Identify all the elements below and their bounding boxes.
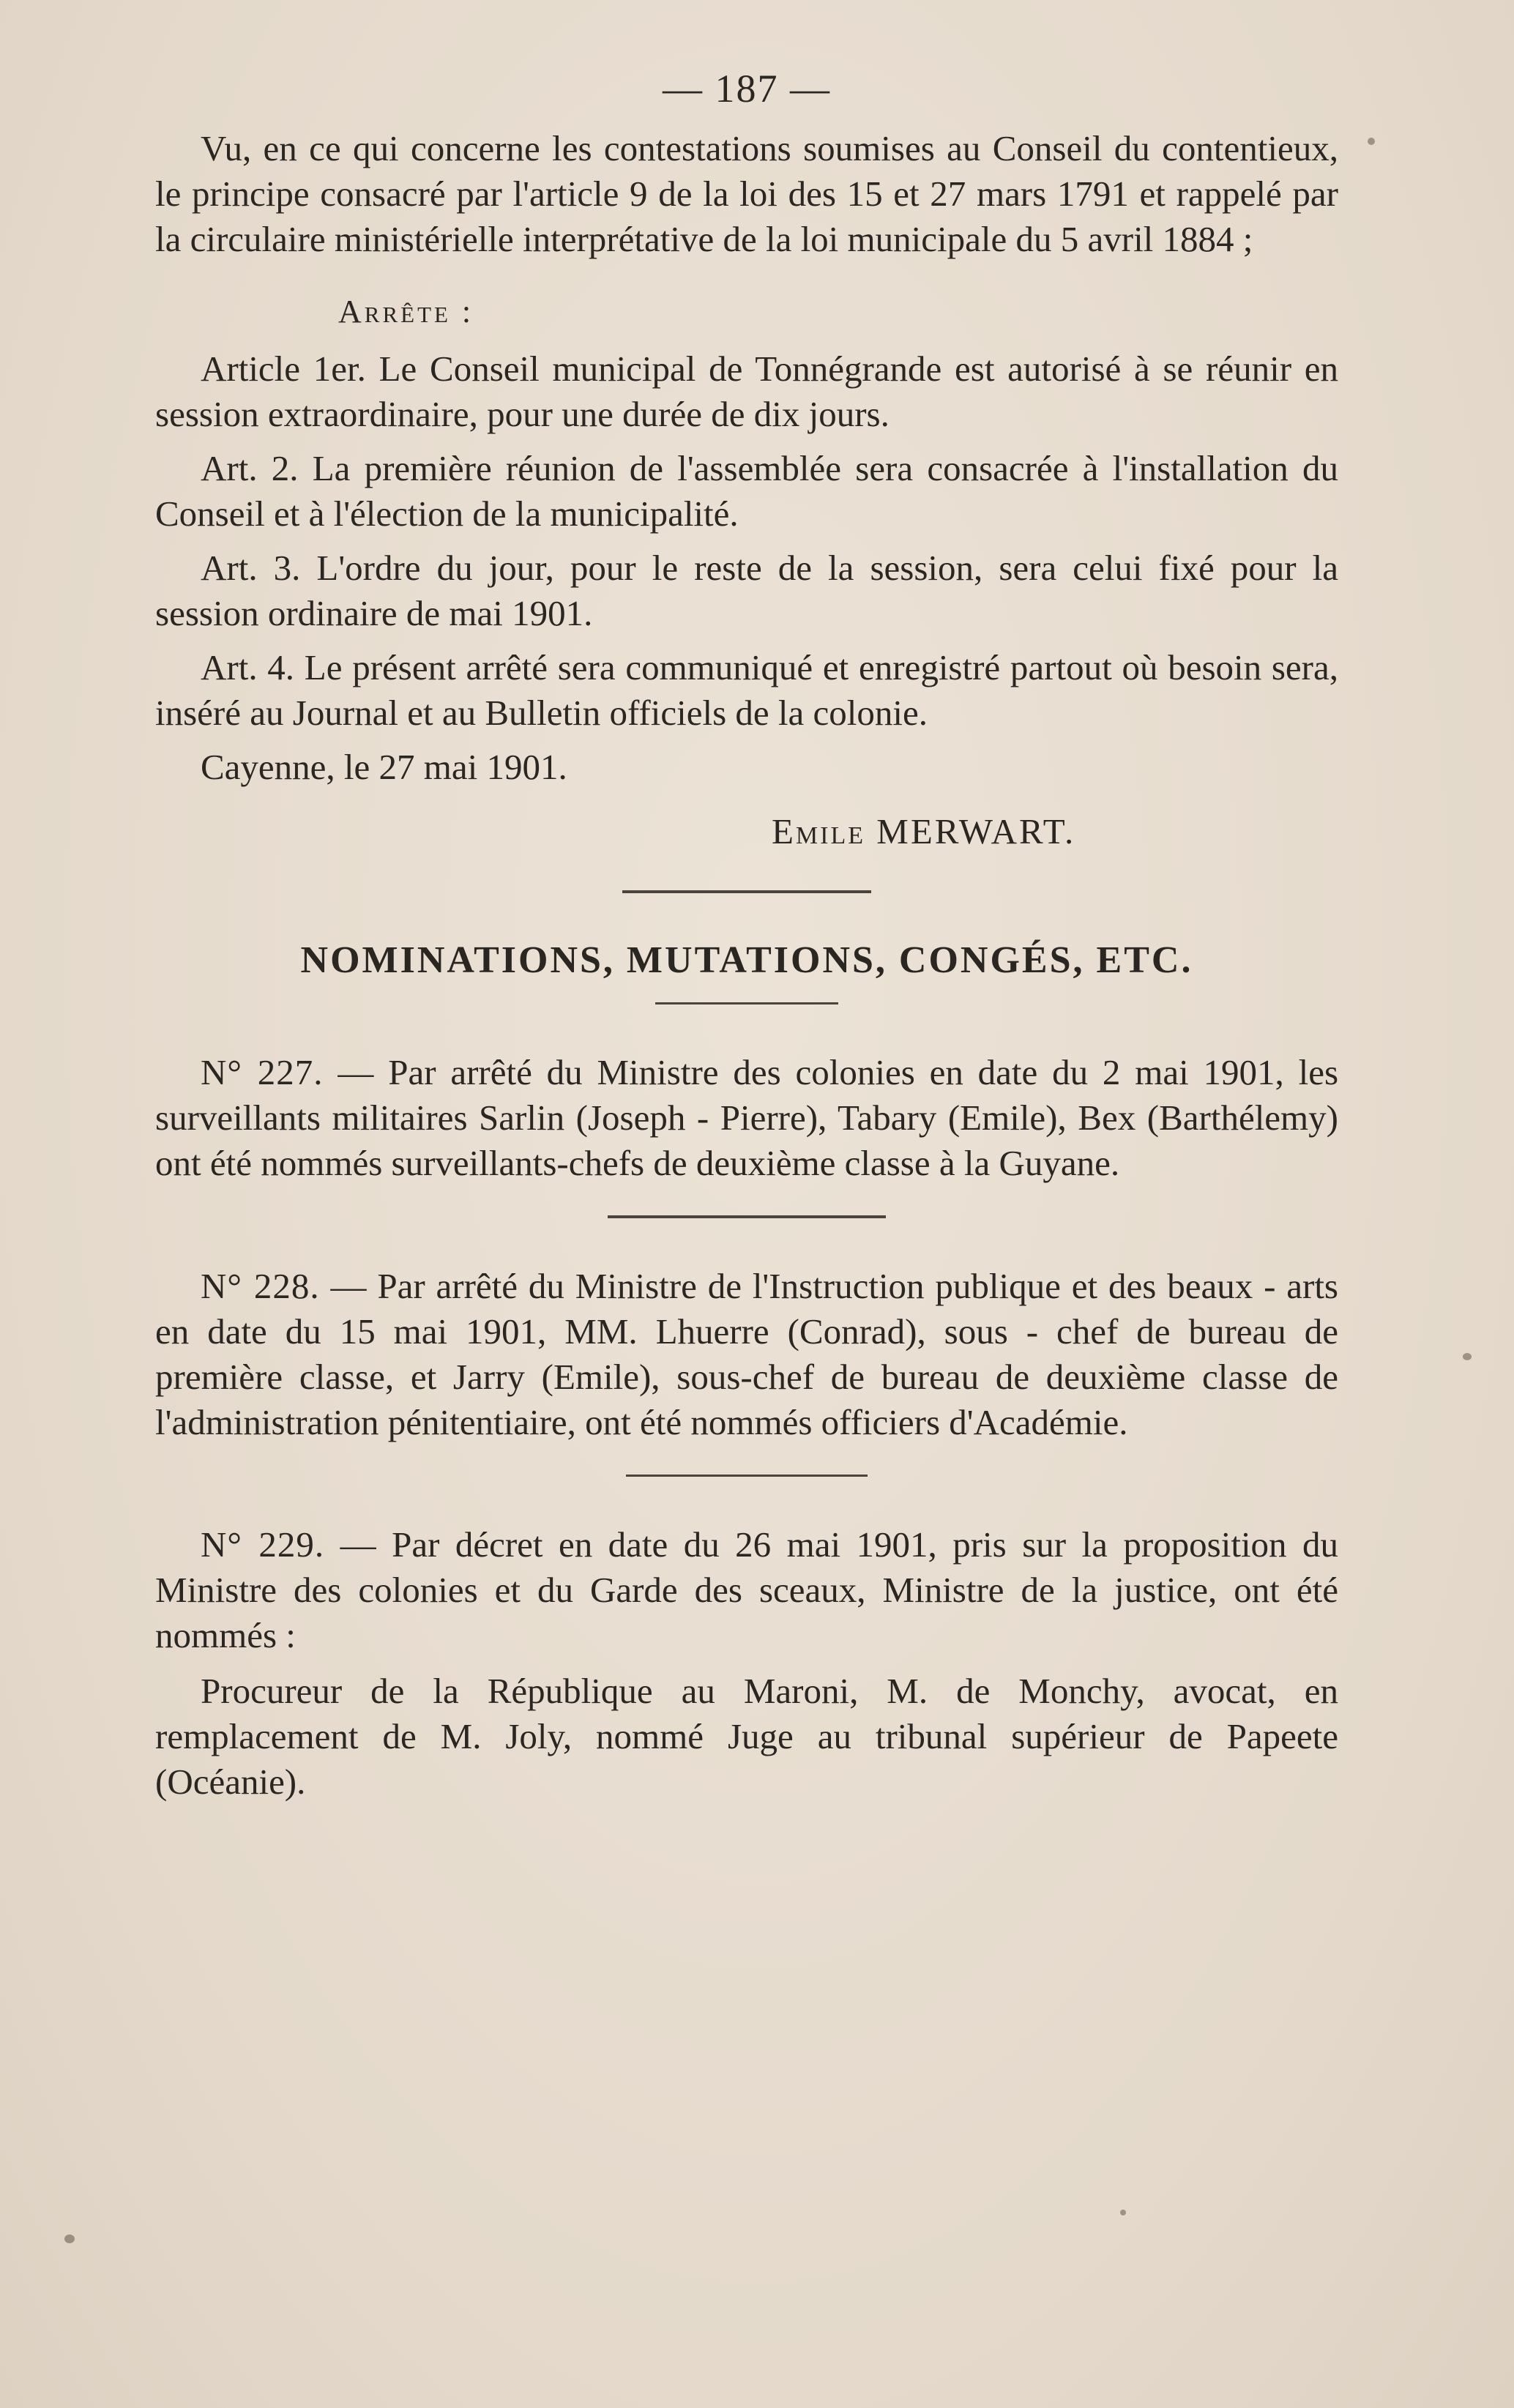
- notice-divider: [608, 1215, 886, 1218]
- notice-229-continuation: Procureur de la République au Maroni, M. de Monchy, avocat, en remplacement de M. Joly, nommé Juge au tribunal supérieur de Papeete (Océanie).: [155, 1671, 1338, 1802]
- heading-underline: [655, 1002, 838, 1004]
- notice-text: — Par arrêté du Ministre des colonies en date du 2 mai 1901, les surveillants militaires Sarlin (Joseph - Pierre), Tabary (Emile), Bex (Barthélemy) ont été nommés surveillants-chefs de deuxième classe à la Guyane.: [155, 1052, 1339, 1183]
- signature: Emile MERWART.: [772, 811, 1076, 851]
- notice-text: — Par décret en date du 26 mai 1901, pris sur la proposition du Ministre des colonies et du Garde des sceaux, Ministre de la justice, ont été nommés :: [155, 1524, 1339, 1655]
- notice-number: N° 228.: [201, 1266, 320, 1306]
- paper-speck: [64, 2234, 75, 2243]
- notice-text: — Par arrêté du Ministre de l'Instruction publique et des beaux - arts en date du 15 mai 1901, MM. Lhuerre (Conrad), sous - chef de bureau de première classe, et Jarry (Emile), sous-chef de bureau de deuxième classe de l'administration pénitentiaire, ont été nommés officiers d'Académie.: [155, 1266, 1339, 1442]
- paper-speck: [1120, 2210, 1126, 2215]
- notice-number: N° 229.: [201, 1524, 325, 1565]
- paper-speck: [1368, 138, 1375, 145]
- article-3: Art. 3. L'ordre du jour, pour le reste de la session, sera celui fixé pour la session ordinaire de mai 1901.: [155, 548, 1338, 633]
- article-2: Art. 2. La première réunion de l'assemblée sera consacrée à l'installation du Conseil et à l'élection de la municipalité.: [155, 448, 1338, 534]
- place-date: Cayenne, le 27 mai 1901.: [201, 747, 567, 787]
- article-4: Art. 4. Le présent arrêté sera communiqué et enregistré partout où besoin sera, inséré au Journal et au Bulletin officiels de la colonie.: [155, 647, 1338, 733]
- paper-speck: [1463, 1353, 1472, 1360]
- page-number: — 187 —: [663, 67, 831, 111]
- notice-228: [155, 1264, 1338, 1445]
- preamble-paragraph: Vu, en ce qui concerne les contestations soumises au Conseil du contentieux, le principe consacré par l'article 9 de la loi des 15 et 27 mars 1791 et rappelé par la circulaire ministérielle interprétative de la loi municipale du 5 avril 1884 ;: [155, 128, 1338, 259]
- notice-227: [155, 1050, 1338, 1186]
- section-divider: [622, 890, 871, 893]
- article-1: Article 1er. Le Conseil municipal de Tonnégrande est autorisé à se réunir en session extraordinaire, pour une durée de dix jours.: [155, 348, 1338, 434]
- notice-number: N° 227.: [201, 1052, 324, 1092]
- notice-divider: [626, 1475, 868, 1477]
- arrete-label: Arrête :: [338, 294, 474, 329]
- notice-229: [155, 1522, 1338, 1658]
- section-heading: NOMINATIONS, MUTATIONS, CONGÉS, ETC.: [300, 939, 1193, 981]
